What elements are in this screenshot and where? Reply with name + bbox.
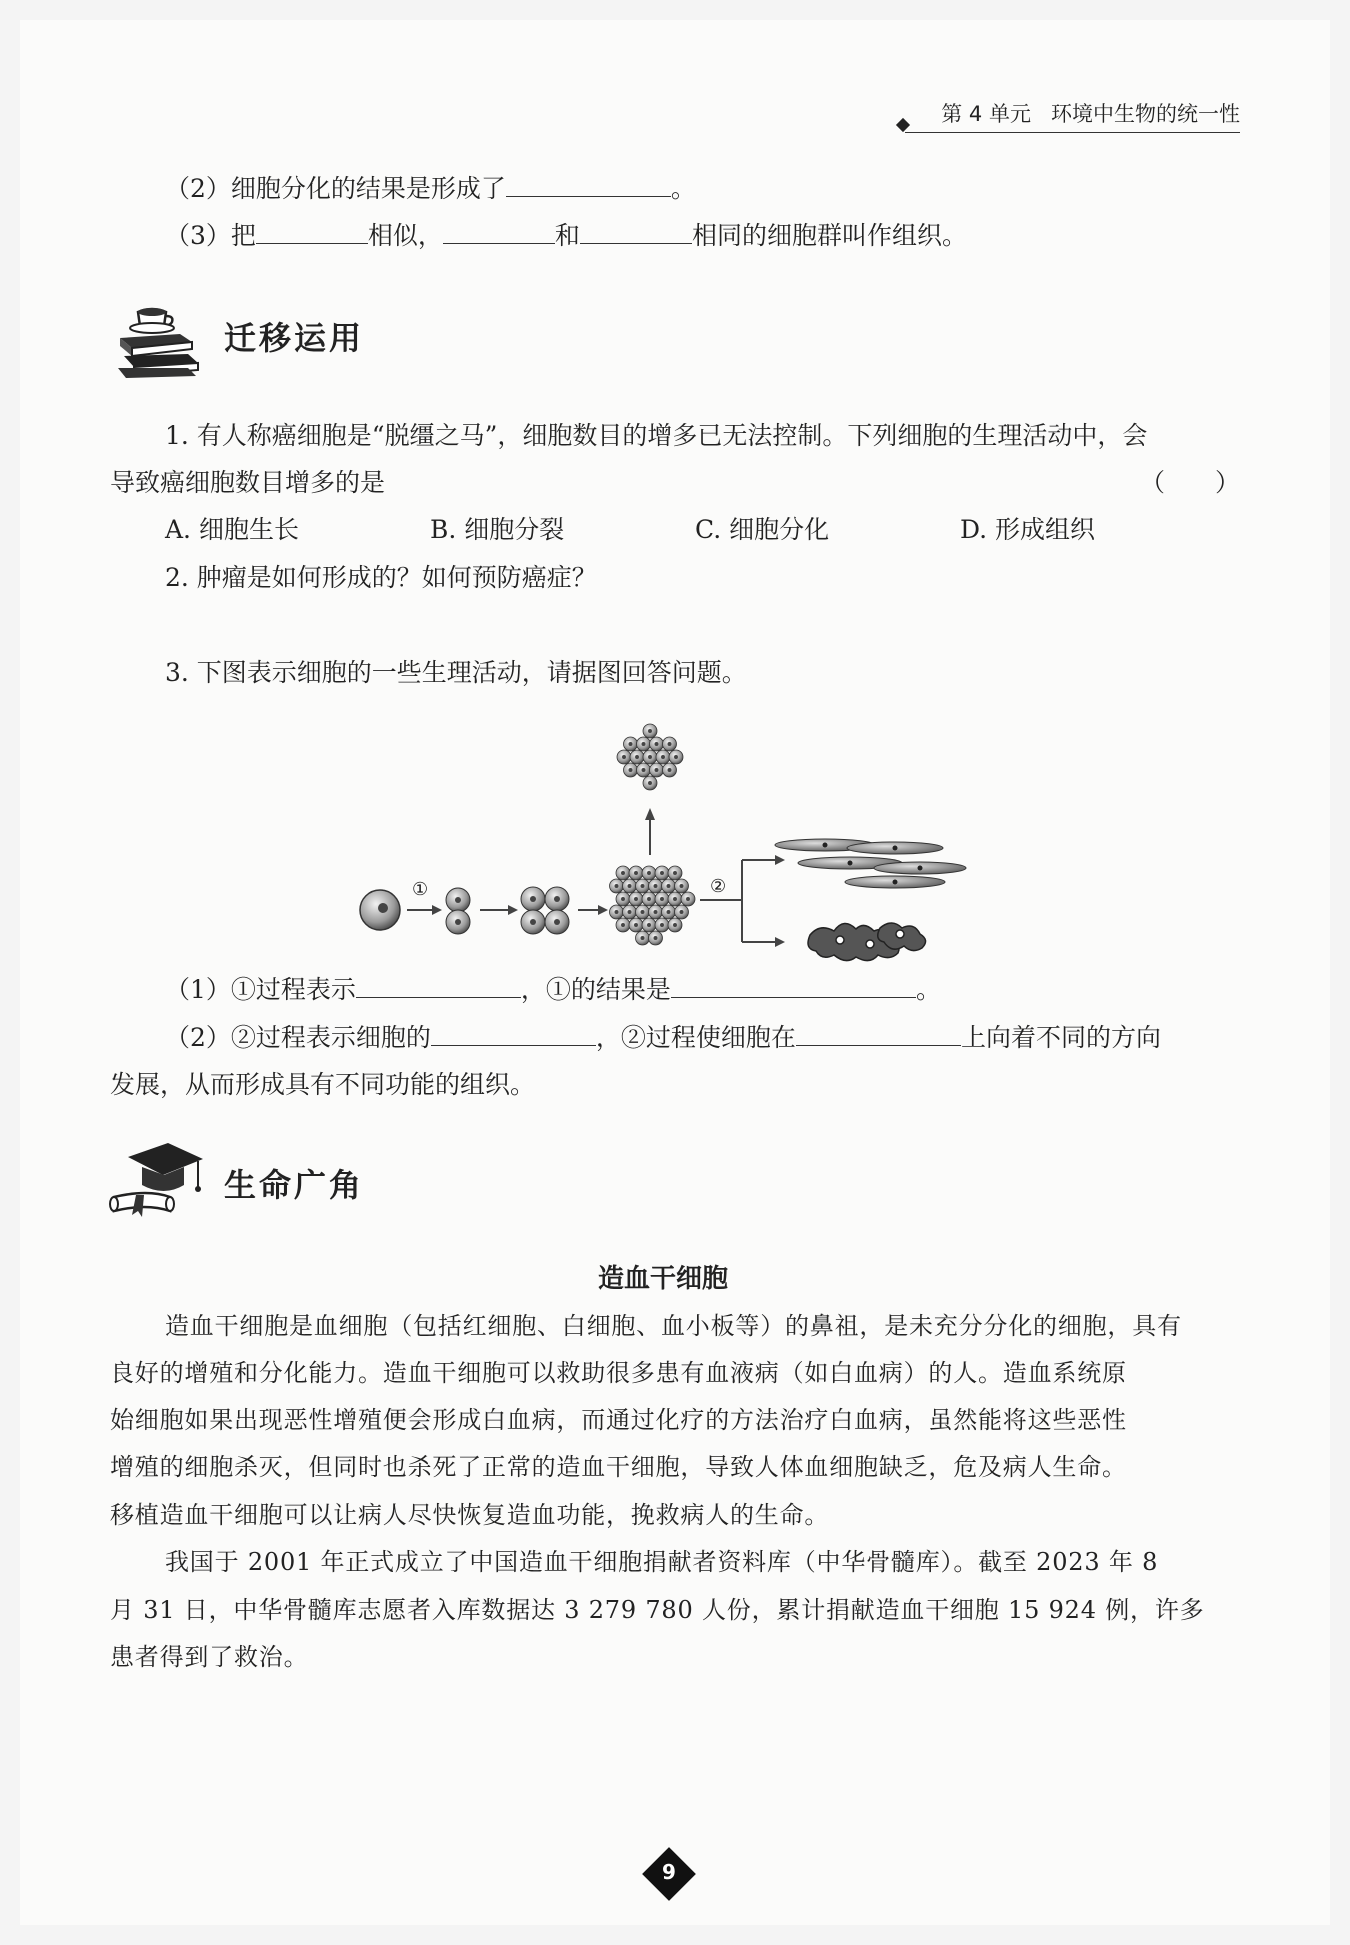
cell-nucleus xyxy=(667,910,671,914)
cell-nucleus xyxy=(615,910,619,914)
prev-q3-mid1: 相似， xyxy=(367,221,443,250)
cell-nucleus xyxy=(680,884,684,888)
answer-blank[interactable] xyxy=(580,219,692,244)
q3-sub2-mid: ，②过程使细胞在 xyxy=(595,1023,796,1052)
prev-q3-end: 相同的细胞群叫作组织。 xyxy=(691,221,967,250)
cell-nucleus xyxy=(660,871,664,875)
cell-nucleus xyxy=(634,871,638,875)
article-line: 始细胞如果出现恶性增殖便会形成白血病，而通过化疗的方法治疗白血病，虽然能将这些恶性 xyxy=(110,1406,1127,1434)
cell-nucleus xyxy=(634,897,638,901)
section-title-life: 生命广角 xyxy=(224,1166,365,1204)
cell-nucleus xyxy=(622,755,626,759)
q1-option-c[interactable]: C. 细胞分化 xyxy=(695,515,830,544)
cell-nucleus xyxy=(621,871,625,875)
cell-nucleus xyxy=(641,884,645,888)
article-line: 月 31 日，中华骨髓库志愿者入库数据达 3 279 780 人份，累计捐献造血干细胞 15 924 例，许多 xyxy=(110,1596,1205,1624)
q1-answer-bracket[interactable]: （ ） xyxy=(1140,468,1241,497)
cell-nucleus xyxy=(641,910,645,914)
q1-option-d[interactable]: D. 形成组织 xyxy=(960,515,1096,544)
q1-line1: 1. 有人称癌细胞是“脱缰之马”，细胞数目的增多已无法控制。下列细胞的生理活动中，会 xyxy=(165,421,1148,450)
article-line: 良好的增殖和分化能力。造血干细胞可以救助很多患有血液病（如白血病）的人。造血系统原 xyxy=(110,1359,1127,1387)
cell-nucleus xyxy=(629,768,633,772)
article-line: 我国于 2001 年正式成立了中国造血干细胞捐献者资料库（中华骨髓库）。截至 2023 年 8 xyxy=(165,1548,1159,1576)
cell-nucleus xyxy=(654,910,658,914)
cell-nucleus xyxy=(668,768,672,772)
cell-nucleus xyxy=(686,897,690,901)
cell-nucleus xyxy=(654,936,658,940)
cell-cluster xyxy=(610,866,696,945)
q3-line: 3. 下图表示细胞的一些生理活动，请据图回答问题。 xyxy=(165,658,747,687)
answer-blank[interactable] xyxy=(506,172,671,197)
cell-nucleus xyxy=(654,884,658,888)
q3-sub1-mid: ，①的结果是 xyxy=(520,975,671,1004)
cell-nucleus xyxy=(634,923,638,927)
prev-q3 xyxy=(165,219,967,253)
header-unit: 第 4 单元 xyxy=(941,102,1031,126)
running-header xyxy=(905,98,1240,133)
cell-nucleus xyxy=(673,897,677,901)
prev-q2-text: （2）细胞分化的结果是形成了 xyxy=(165,174,506,203)
q2-line: 2. 肿瘤是如何形成的？如何预防癌症？ xyxy=(165,563,597,592)
cell-nucleus xyxy=(628,910,632,914)
cell-nucleus xyxy=(628,884,632,888)
q3-sub2-prefix: （2）②过程表示细胞的 xyxy=(165,1023,431,1052)
four-cell-stage xyxy=(521,887,569,934)
prev-q3-mid2: 和 xyxy=(554,221,580,250)
q3-sub2 xyxy=(165,1021,1161,1055)
cell-nucleus xyxy=(674,755,678,759)
cell-nucleus xyxy=(655,768,659,772)
q3-sub2-end: 上向着不同的方向 xyxy=(960,1023,1161,1052)
answer-blank[interactable] xyxy=(443,219,555,244)
cell-nucleus xyxy=(648,781,652,785)
cell-nucleus xyxy=(680,910,684,914)
label-process-1: ① xyxy=(412,879,429,900)
page-number: 9 xyxy=(662,1860,676,1884)
cell-nucleus xyxy=(647,871,651,875)
fertilized-cell xyxy=(360,890,400,930)
graduation-cap-icon xyxy=(108,1135,203,1225)
cell-nucleus xyxy=(647,897,651,901)
books-coffee-icon xyxy=(110,290,205,385)
cell-nucleus xyxy=(629,742,633,746)
cell-nucleus xyxy=(655,742,659,746)
prev-q3-text: （3）把 xyxy=(165,221,256,250)
label-process-2: ② xyxy=(710,876,727,897)
answer-blank[interactable] xyxy=(356,973,521,998)
q3-sub1 xyxy=(165,973,941,1007)
prev-q2 xyxy=(165,172,696,206)
cell-nucleus xyxy=(621,897,625,901)
cell-nucleus xyxy=(648,729,652,733)
cell-nucleus xyxy=(621,923,625,927)
cell-nucleus xyxy=(635,755,639,759)
header-topic: 环境中生物的统一性 xyxy=(1051,102,1240,126)
q3-sub2-line2: 发展，从而形成具有不同功能的组织。 xyxy=(110,1070,536,1099)
cell-nucleus xyxy=(660,923,664,927)
article-line: 增殖的细胞杀灭，但同时也杀死了正常的造血干细胞，导致人体血细胞缺乏，危及病人生命。 xyxy=(110,1453,1127,1481)
cell-activity-diagram xyxy=(350,720,990,970)
q1-option-b[interactable]: B. 细胞分裂 xyxy=(430,515,565,544)
answer-blank[interactable] xyxy=(671,973,916,998)
cell-nucleus xyxy=(641,936,645,940)
article-line: 造血干细胞是血细胞（包括红细胞、白细胞、血小板等）的鼻祖，是未充分分化的细胞，具有 xyxy=(165,1312,1182,1340)
section-title-transfer: 迁移运用 xyxy=(224,319,365,357)
two-cell-stage xyxy=(446,888,470,934)
answer-blank[interactable] xyxy=(796,1021,961,1046)
cell-nucleus xyxy=(667,884,671,888)
cell-nucleus xyxy=(615,884,619,888)
q1-line2: 导致癌细胞数目增多的是 xyxy=(110,468,386,497)
q3-sub1-end: 。 xyxy=(915,975,941,1004)
cell-nucleus xyxy=(673,923,677,927)
muscle-tissue-cells xyxy=(775,839,966,888)
cell-nucleus xyxy=(642,742,646,746)
article-line: 患者得到了救治。 xyxy=(110,1643,309,1671)
article-line: 移植造血干细胞可以让病人尽快恢复造血功能，挽救病人的生命。 xyxy=(110,1501,830,1529)
nerve-tissue-cells xyxy=(808,923,926,961)
answer-blank[interactable] xyxy=(431,1021,596,1046)
cell-nucleus xyxy=(660,897,664,901)
cell-nucleus xyxy=(647,923,651,927)
q1-option-a[interactable]: A. 细胞生长 xyxy=(165,515,299,544)
cell-nucleus xyxy=(668,742,672,746)
cell-nucleus xyxy=(642,768,646,772)
cell-nucleus xyxy=(673,871,677,875)
cell-nucleus xyxy=(661,755,665,759)
top-cell-group xyxy=(617,724,683,790)
cell-nucleus xyxy=(648,755,652,759)
article-title: 造血干细胞 xyxy=(598,1264,729,1294)
q3-sub1-prefix: （1）①过程表示 xyxy=(165,975,356,1004)
prev-q2-end: 。 xyxy=(670,174,696,203)
answer-blank[interactable] xyxy=(256,219,368,244)
